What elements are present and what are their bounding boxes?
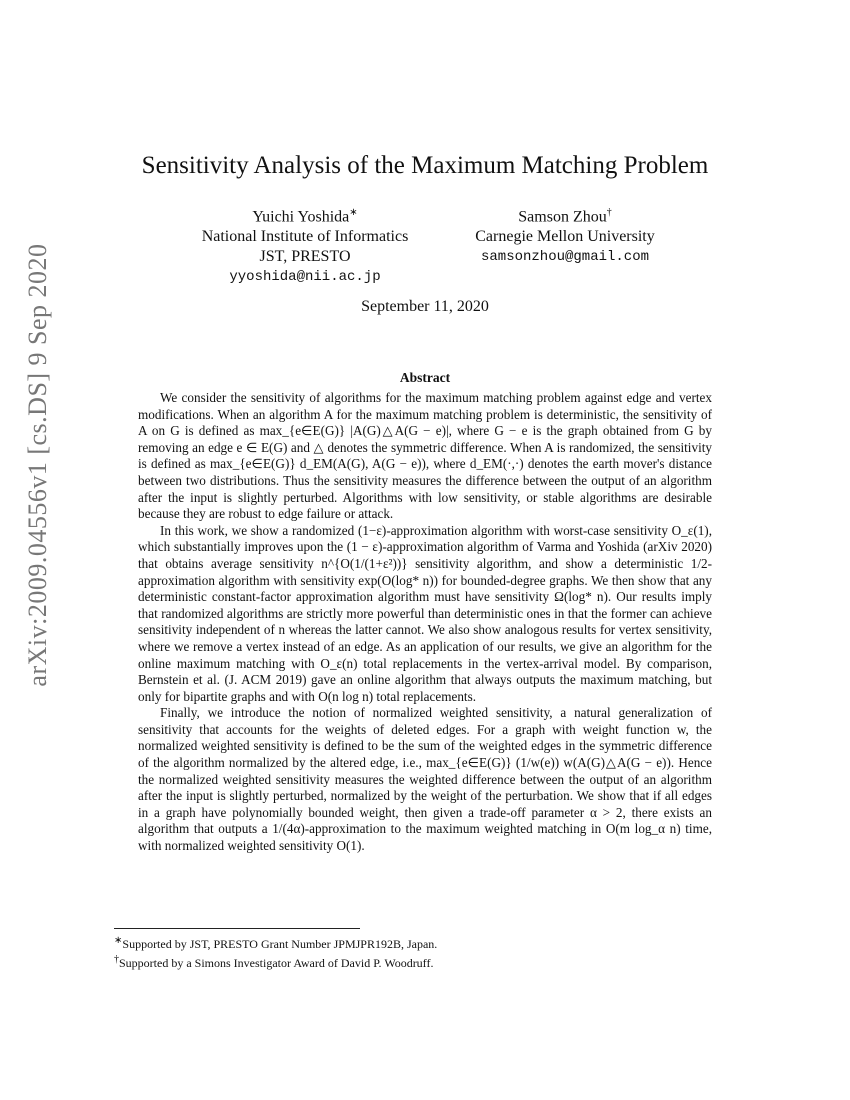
paper-title: Sensitivity Analysis of the Maximum Matching Problem [141,152,709,179]
author-name: Yuichi Yoshida [252,208,350,226]
footnote-mark: ∗ [114,935,123,946]
footnote-text: Supported by JST, PRESTO Grant Number JPMJPR192B, Japan. [122,937,438,951]
abstract-paragraph: Finally, we introduce the notion of normalized weighted sensitivity, a natural generalization of sensitivity that accounts for the weights of deleted edges. For a graph with weight function w, the normalized weighted sensitivity is defined to be the sum of the weighted edges in the symmetric difference of the algorithm normalized by the altered edge, i.e., max_{e∈E(G)} (1/w(e)) w(A(G)△A(G − e)). Hence the normalized weighted sensitivity measures the weighted difference between the output of an algorithm after the input is slightly perturbed, normalized by the weight of the perturbation. We show that if all edges in a graph have polynomially bounded weight, then given a trade-off parameter α > 2, there exists an algorithm that outputs a 1/(4α)-approximation to the maximum weighted matching in O(m log_α n) time, with normalized weighted sensitivity O(1). [138,705,712,854]
footnote-rule [114,928,360,929]
abstract-paragraph: We consider the sensitivity of algorithms for the maximum matching problem against edge and vertex modifications. When an algorithm A for the maximum matching problem is deterministic, the sensitivity of A on G is defined as max_{e∈E(G)} |A(G)△A(G − e)|, where G − e is the graph obtained from G by removing an edge e ∈ E(G) and △ denotes the symmetric difference. When A is randomized, the sensitivity is defined as max_{e∈E(G)} d_EM(A(G), A(G − e)), where d_EM(·,·) denotes the earth mover's distance between two distributions. Thus the sensitivity measures the difference between the output of an algorithm after the input is slightly perturbed. Algorithms with low sensitivity, or stable algorithms are desirable because they are robust to edge failure or attack. [138,390,712,522]
abstract-body [138,390,712,855]
abstract-paragraph: In this work, we show a randomized (1−ε)-approximation algorithm with worst-case sensitivity O_ε(1), which substantially improves upon the (1 − ε)-approximation algorithm of Varma and Yoshida (arXiv 2020) that obtains average sensitivity n^{O(1/(1+ε²))} sensitivity algorithm, and show a deterministic 1/2-approximation algorithm with sensitivity exp(O(log* n)) for bounded-degree graphs. We then show that any deterministic constant-factor approximation algorithm must have sensitivity Ω(log* n). Our results imply that randomized algorithms are strictly more powerful than deterministic ones in that the former can achieve sensitivity independent of n whereas the latter cannot. We also show analogous results for vertex sensitivity, where we remove a vertex instead of an edge. As an application of our results, we give an algorithm for the online maximum matching with O_ε(n) total replacements in the vertex-arrival model. By comparison, Bernstein et al. (J. ACM 2019) gave an online algorithm that always outputs the maximum matching, but only for bipartite graphs and with O(n log n) total replacements. [138,522,712,704]
author-affiliation: National Institute of Informatics [201,228,409,246]
footnotes [114,933,734,971]
author-email: samsonzhou@gmail.com [480,249,650,266]
author-block-1 [180,203,430,287]
author-footnote-mark: † [606,207,612,218]
author-email: yyoshida@nii.ac.jp [229,269,381,286]
abstract-heading: Abstract [399,370,451,385]
footnote-mark: † [114,954,119,965]
author-block-2 [450,203,680,267]
footnote-text: Supported by a Simons Investigator Award of David P. Woodruff. [119,956,434,970]
author-name: Samson Zhou [518,208,607,226]
author-footnote-mark: ∗ [349,207,358,218]
author-affiliation-secondary: JST, PRESTO [259,248,351,266]
footnote [114,952,734,971]
arxiv-identifier: arXiv:2009.04556v1 [cs.DS] 9 Sep 2020 [23,243,52,687]
publication-date: September 11, 2020 [361,298,489,315]
author-affiliation: Carnegie Mellon University [475,228,655,246]
footnote [114,933,734,952]
